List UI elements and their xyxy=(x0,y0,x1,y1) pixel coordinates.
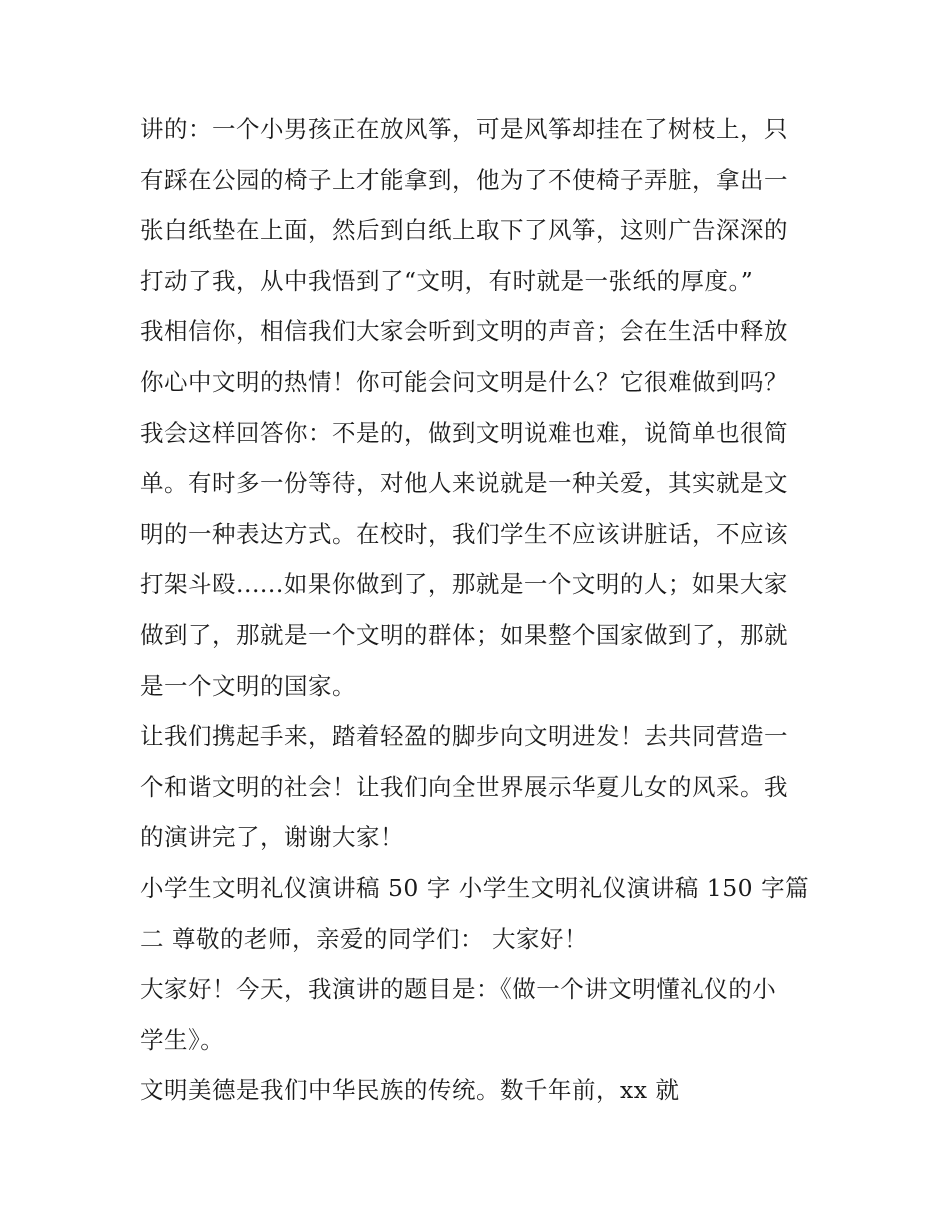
heading-line: 二 尊敬的老师，亲爱的同学们： 大家好！ xyxy=(140,924,588,953)
text-line: 学生》。 xyxy=(140,1025,225,1054)
text-line: 讲的：一个小男孩正在放风筝，可是风筝却挂在了树枝上，只 xyxy=(140,115,788,143)
text-line: 单。有时多一份等待，对他人来说就是一种关爱，其实就是文 xyxy=(140,469,788,498)
text-line: 有踩在公园的椅子上才能拿到，他为了不使椅子弄脏，拿出一 xyxy=(140,165,788,194)
text-line: 你心中文明的热情！你可能会问文明是什么？它很难做到吗？ xyxy=(140,367,788,396)
text-line: 张白纸垫在上面，然后到白纸上取下了风筝，这则广告深深的 xyxy=(140,216,788,245)
text-line: 做到了，那就是一个文明的群体；如果整个国家做到了，那就 xyxy=(140,620,788,649)
text-line: 我会这样回答你：不是的，做到文明说难也难，说简单也很简 xyxy=(140,418,788,447)
text-line: 打动了我，从中我悟到了“文明，有时就是一张纸的厚度。” xyxy=(140,266,754,295)
text-line: 明的一种表达方式。在校时，我们学生不应该讲脏话，不应该 xyxy=(140,519,788,548)
heading-line: 小学生文明礼仪演讲稿 50 字 小学生文明礼仪演讲稿 150 字篇 xyxy=(140,873,810,902)
text-line: 让我们携起手来，踏着轻盈的脚步向文明进发！去共同营造一 xyxy=(140,722,788,751)
text-line: 大家好！今天，我演讲的题目是：《做一个讲文明懂礼仪的小 xyxy=(140,975,777,1004)
text-line: 是一个文明的国家。 xyxy=(140,671,356,700)
text-line: 我相信你，相信我们大家会听到文明的声音；会在生活中释放 xyxy=(140,317,788,346)
text-line: 文明美德是我们中华民族的传统。数千年前，xx 就 xyxy=(140,1076,680,1105)
text-line: 个和谐文明的社会！让我们向全世界展示华夏儿女的风采。我 xyxy=(140,772,788,801)
text-line: 的演讲完了，谢谢大家！ xyxy=(140,823,404,852)
speech-text xyxy=(140,104,820,1116)
text-line: 打架斗殴......如果你做到了，那就是一个文明的人；如果大家 xyxy=(140,570,788,599)
